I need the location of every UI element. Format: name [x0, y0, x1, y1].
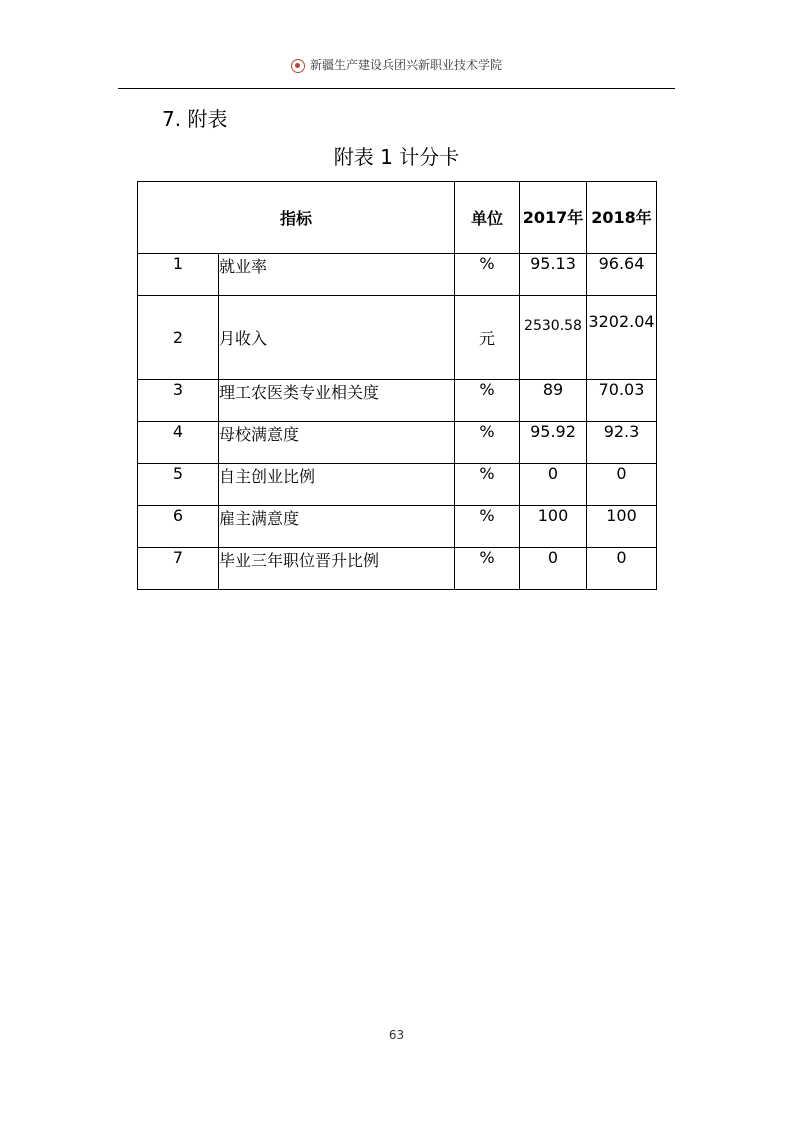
- row-number: 1: [138, 254, 219, 296]
- unit-cell: %: [455, 254, 520, 296]
- indicator-name: 就业率: [219, 254, 455, 296]
- table-header-row: [138, 182, 657, 254]
- unit-cell: %: [455, 464, 520, 506]
- value-2018: 100: [587, 506, 657, 548]
- value-2017: 89: [520, 380, 587, 422]
- value-2018: 0: [587, 464, 657, 506]
- value-2018: 70.03: [587, 380, 657, 422]
- indicator-name: 月收入: [219, 296, 455, 380]
- indicator-name: 理工农医类专业相关度: [219, 380, 455, 422]
- table-row: [138, 548, 657, 590]
- header-indicator: 指标: [138, 182, 455, 254]
- scorecard-table: [137, 181, 657, 590]
- row-number: 4: [138, 422, 219, 464]
- value-2018: 3202.04: [587, 296, 657, 380]
- row-number: 7: [138, 548, 219, 590]
- indicator-name: 雇主满意度: [219, 506, 455, 548]
- header-year-2017: 2017年: [520, 182, 587, 254]
- header-divider: [118, 88, 675, 89]
- value-2017: 95.13: [520, 254, 587, 296]
- value-2018: 92.3: [587, 422, 657, 464]
- row-number: 3: [138, 380, 219, 422]
- table-row: [138, 506, 657, 548]
- unit-cell: 元: [455, 296, 520, 380]
- table-row: [138, 422, 657, 464]
- value-2018: 0: [587, 548, 657, 590]
- table-row: [138, 254, 657, 296]
- value-2017: 0: [520, 464, 587, 506]
- row-number: 5: [138, 464, 219, 506]
- value-2017: 100: [520, 506, 587, 548]
- row-number: 2: [138, 296, 219, 380]
- table-title: 附表 1 计分卡: [333, 145, 460, 169]
- value-2017: 95.92: [520, 422, 587, 464]
- indicator-name: 毕业三年职位晋升比例: [219, 548, 455, 590]
- school-logo-icon: [291, 59, 305, 73]
- section-heading: 7. 附表: [162, 107, 228, 131]
- header-year-2018: 2018年: [587, 182, 657, 254]
- indicator-name: 自主创业比例: [219, 464, 455, 506]
- unit-cell: %: [455, 506, 520, 548]
- row-number: 6: [138, 506, 219, 548]
- unit-cell: %: [455, 548, 520, 590]
- page-number: 63: [388, 1028, 405, 1042]
- table-row: [138, 296, 657, 380]
- unit-cell: %: [455, 380, 520, 422]
- unit-cell: %: [455, 422, 520, 464]
- value-2018: 96.64: [587, 254, 657, 296]
- institution-name: 新疆生产建设兵团兴新职业技术学院: [309, 58, 502, 72]
- table-row: [138, 464, 657, 506]
- header-unit: 单位: [455, 182, 520, 254]
- value-2017: 0: [520, 548, 587, 590]
- page-header: [0, 56, 793, 73]
- indicator-name: 母校满意度: [219, 422, 455, 464]
- value-2017: 2530.58: [520, 296, 587, 380]
- table-row: [138, 380, 657, 422]
